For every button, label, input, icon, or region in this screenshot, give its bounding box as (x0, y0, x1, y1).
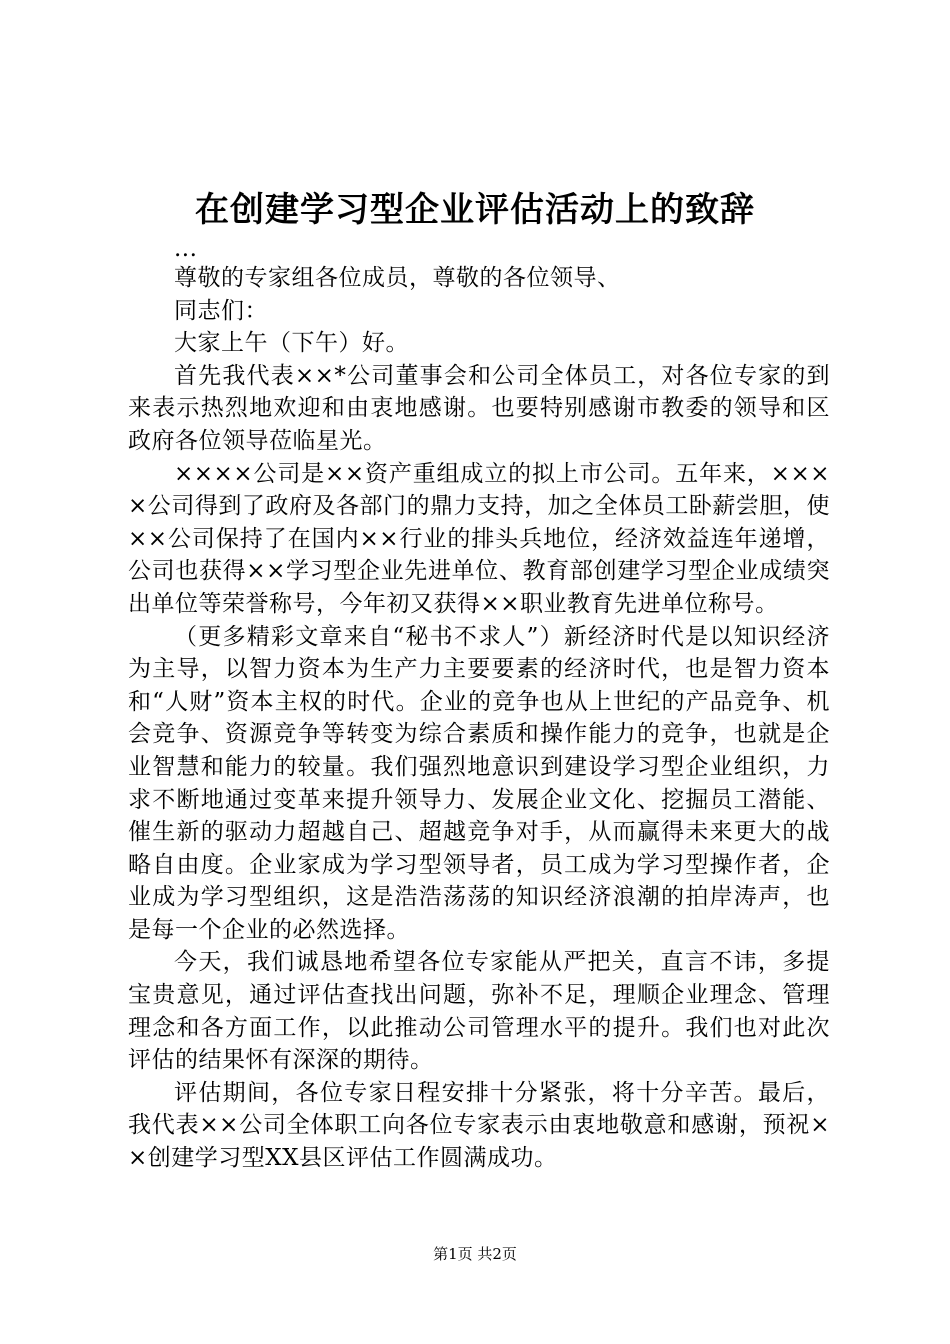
paragraph-company-intro: ××××公司是××资产重组成立的拟上市公司。五年来，××××公司得到了政府及各部门的鼎力支持，加之全体员工卧薪尝胆，使××公司保持了在国内××行业的排头兵地位，经济效益连年递增，公司也获得××学习型企业先进单位、教育部创建学习型企业成绩突出单位等荣誉称号，今年初又获得××职业教育先进单位称号。 (128, 460, 830, 617)
paragraph-expectation: 今天，我们诚恳地希望各位专家能从严把关，直言不讳，多提宝贵意见，通过评估查找出问题，弥补不足，理顺企业理念、管理理念和各方面工作，以此推动公司管理水平的提升。我们也对此次评估的结果怀有深深的期待。 (128, 949, 830, 1074)
salutation-line-2: 同志们： (174, 297, 268, 324)
paragraph-closing: 评估期间，各位专家日程安排十分紧张，将十分辛苦。最后，我代表××公司全体职工向各位专家表示由衷地敬意和感谢，预祝××创建学习型XX县区评估工作圆满成功。 (128, 1079, 830, 1172)
document-body (128, 236, 830, 1175)
paragraph-welcome: 首先我代表××*公司董事会和公司全体员工，对各位专家的到来表示热烈地欢迎和由衷地感谢。也要特别感谢市教委的领导和区政府各位领导莅临星光。 (128, 362, 830, 454)
page-footer: 第1页 共2页 (433, 1245, 517, 1263)
greeting-line: 大家上午（下午）好。 (174, 330, 409, 357)
paragraph-knowledge-economy: （更多精彩文章来自“秘书不求人”）新经济时代是以知识经济为主导，以智力资本为生产力主要要素的经济时代，也是智力资本和“人财”资本主权的时代。企业的竞争也从上世纪的产品竞争、机会竞争、资源竞争等转变为综合素质和操作能力的竞争，也就是企业智慧和能力的较量。我们强烈地意识到建设学习型企业组织，力求不断地通过变革来提升领导力、发展企业文化、挖掘员工潜能、催生新的驱动力超越自己、超越竞争对手，从而赢得未来更大的战略自由度。企业家成为学习型领导者，员工成为学习型操作者，企业成为学习型组织，这是浩浩荡荡的知识经济浪潮的拍岸涛声，也是每一个企业的必然选择。 (128, 623, 830, 943)
salutation-line-1: 尊敬的专家组各位成员，尊敬的各位领导、 (174, 265, 621, 291)
ellipsis-marker: ... (174, 236, 198, 262)
document-title: 在创建学习型企业评估活动上的致辞 (195, 190, 755, 230)
